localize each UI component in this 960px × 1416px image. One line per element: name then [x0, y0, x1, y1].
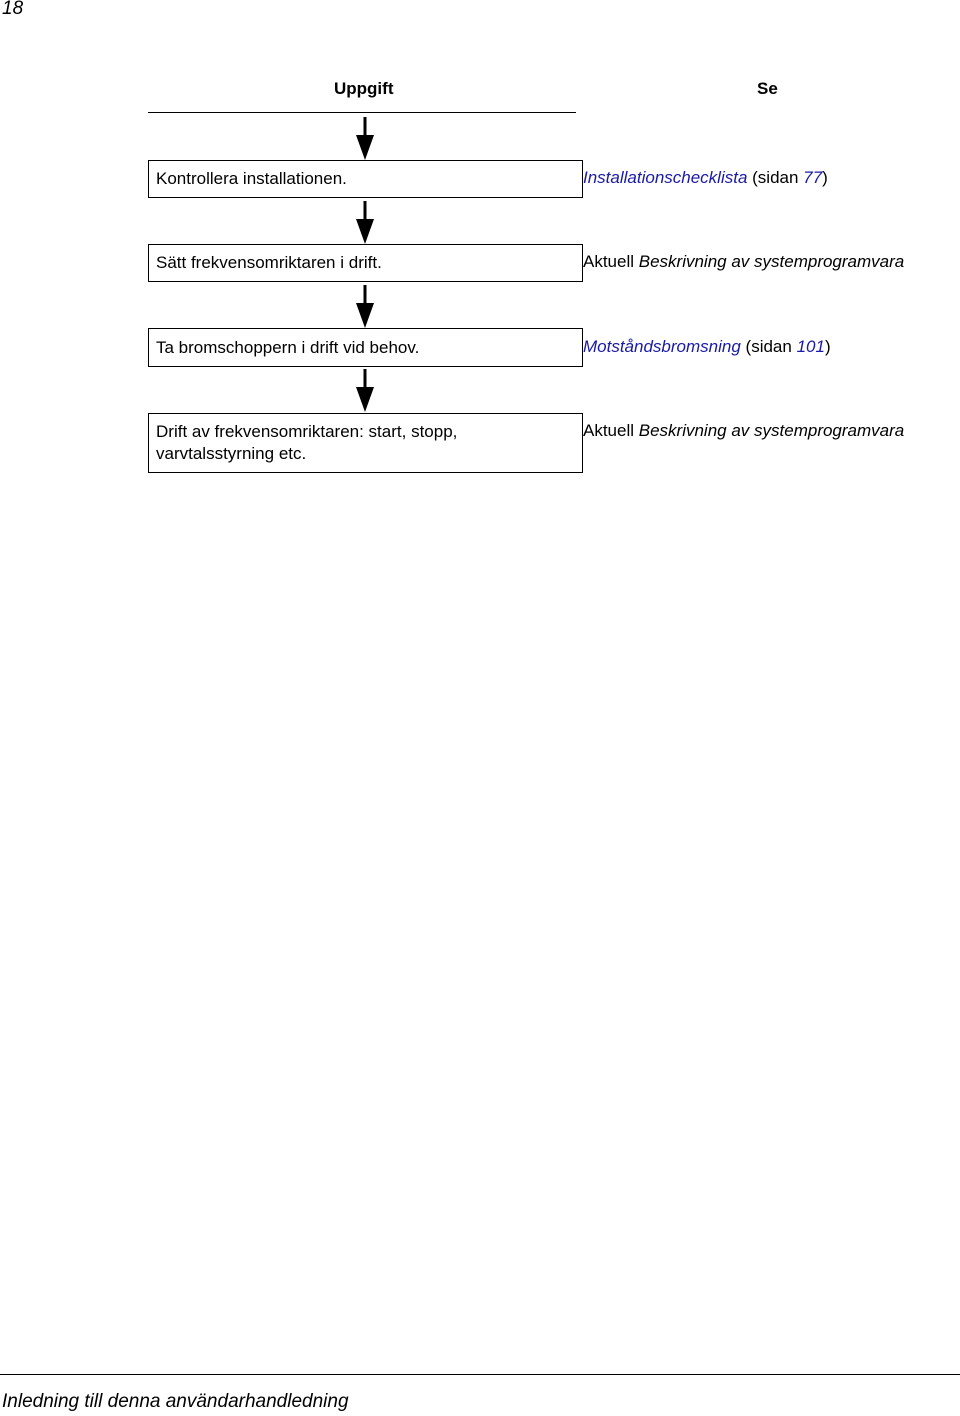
flowchart-step-box: [148, 160, 583, 198]
step-task-text: varvtalsstyrning etc.: [156, 444, 307, 463]
reference-text: (sidan: [740, 337, 797, 356]
reference-text: ): [824, 337, 831, 356]
flow-arrow-down-icon: [355, 369, 375, 413]
flow-arrow-down-icon: [355, 117, 375, 161]
reference-link[interactable]: Motståndsbromsning: [583, 337, 741, 356]
step-reference: [583, 167, 828, 189]
reference-document-title: Beskrivning av systemprogramvara: [638, 252, 905, 271]
step-reference: [583, 420, 904, 442]
step-task-text: Drift av frekvensomriktaren: start, stopp,: [156, 422, 458, 441]
reference-text: ): [822, 168, 828, 187]
flowchart-step-box: [148, 328, 583, 367]
reference-text: Aktuell: [583, 252, 639, 271]
step-task-text: Sätt frekvensomriktaren i drift.: [156, 253, 382, 272]
step-task-text: Kontrollera installationen.: [156, 169, 347, 188]
flowchart-step-box: [148, 244, 583, 282]
step-reference: [583, 336, 831, 358]
reference-text: Aktuell: [583, 421, 639, 440]
header-rule: [148, 112, 576, 113]
reference-document-title: Beskrivning av systemprogramvara: [638, 421, 905, 440]
page-number: 18: [2, 0, 24, 19]
flowchart-step-box: [148, 413, 583, 473]
flow-arrow-down-icon: [355, 201, 375, 245]
step-reference: [583, 251, 904, 273]
reference-page-link[interactable]: 77: [803, 168, 823, 187]
reference-text: (sidan: [747, 168, 804, 187]
reference-page-link[interactable]: 101: [796, 337, 825, 356]
footer-rule: [0, 1374, 960, 1375]
step-task-text: Ta bromschoppern i drift vid behov.: [156, 338, 420, 357]
reference-link[interactable]: Installationschecklista: [583, 168, 748, 187]
flow-arrow-down-icon: [355, 285, 375, 329]
footer-title: Inledning till denna användarhandledning: [2, 1391, 349, 1412]
task-column-header: Uppgift: [334, 79, 394, 98]
see-column-header: Se: [757, 79, 778, 98]
